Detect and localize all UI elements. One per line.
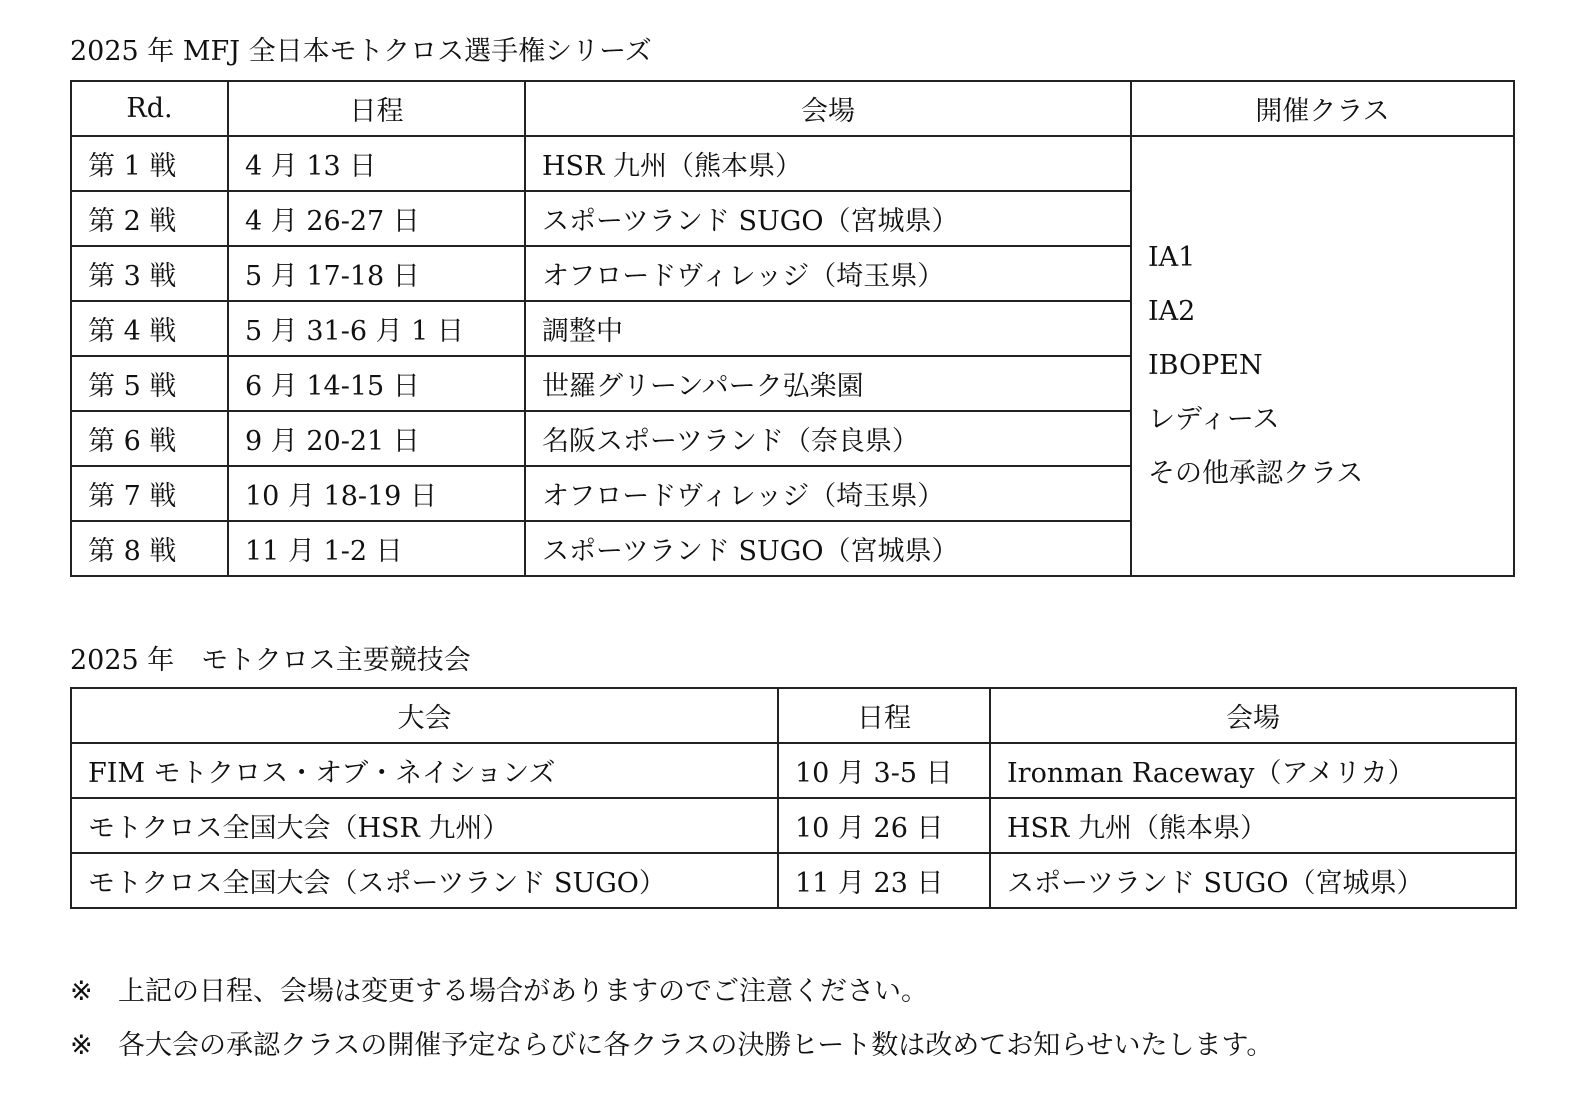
championship-schedule-table xyxy=(70,80,1515,577)
date-cell: 11 月 1-2 日 xyxy=(228,521,525,576)
event-name-cell: FIM モトクロス・オブ・ネイションズ xyxy=(71,743,778,798)
class-item: レディース xyxy=(1148,404,1280,435)
date-cell: 9 月 20-21 日 xyxy=(228,411,525,466)
header-classes: 開催クラス xyxy=(1131,81,1514,136)
event-name-cell: モトクロス全国大会（スポーツランド SUGO） xyxy=(71,853,778,908)
table-header-row xyxy=(71,688,1516,743)
major-events-title: 2025 年 モトクロス主要競技会 xyxy=(70,645,471,676)
round-cell: 第 2 戦 xyxy=(71,191,228,246)
date-cell: 5 月 31-6 月 1 日 xyxy=(228,301,525,356)
venue-cell: スポーツランド SUGO（宮城県） xyxy=(990,853,1516,908)
championship-title: 2025 年 MFJ 全日本モトクロス選手権シリーズ xyxy=(70,36,652,67)
venue-cell: 調整中 xyxy=(525,301,1131,356)
header-venue: 会場 xyxy=(990,688,1516,743)
date-cell: 11 月 23 日 xyxy=(778,853,990,908)
table-row xyxy=(71,136,1514,191)
note-mark: ※ xyxy=(70,976,93,1007)
venue-cell: Ironman Raceway（アメリカ） xyxy=(990,743,1516,798)
round-cell: 第 3 戦 xyxy=(71,246,228,301)
round-cell: 第 6 戦 xyxy=(71,411,228,466)
table-header-row xyxy=(71,81,1514,136)
venue-cell: 名阪スポーツランド（奈良県） xyxy=(525,411,1131,466)
venue-cell: スポーツランド SUGO（宮城県） xyxy=(525,521,1131,576)
header-date: 日程 xyxy=(778,688,990,743)
major-events-table xyxy=(70,687,1517,909)
classes-cell xyxy=(1131,136,1514,576)
note-mark: ※ xyxy=(70,1030,93,1061)
event-name-cell: モトクロス全国大会（HSR 九州） xyxy=(71,798,778,853)
class-item: IA1 xyxy=(1148,242,1196,273)
header-date: 日程 xyxy=(228,81,525,136)
note-text: 上記の日程、会場は変更する場合がありますのでご注意ください。 xyxy=(118,976,928,1007)
venue-cell: 世羅グリーンパーク弘楽園 xyxy=(525,356,1131,411)
round-cell: 第 8 戦 xyxy=(71,521,228,576)
venue-cell: オフロードヴィレッジ（埼玉県） xyxy=(525,246,1131,301)
venue-cell: オフロードヴィレッジ（埼玉県） xyxy=(525,466,1131,521)
table-row xyxy=(71,853,1516,908)
date-cell: 10 月 3-5 日 xyxy=(778,743,990,798)
date-cell: 5 月 17-18 日 xyxy=(228,246,525,301)
header-round: Rd. xyxy=(71,81,228,136)
header-venue: 会場 xyxy=(525,81,1131,136)
date-cell: 4 月 13 日 xyxy=(228,136,525,191)
round-cell: 第 7 戦 xyxy=(71,466,228,521)
venue-cell: HSR 九州（熊本県） xyxy=(525,136,1131,191)
date-cell: 4 月 26-27 日 xyxy=(228,191,525,246)
note xyxy=(70,1028,1273,1064)
class-item: その他承認クラス xyxy=(1148,458,1364,489)
table-row xyxy=(71,743,1516,798)
venue-cell: HSR 九州（熊本県） xyxy=(990,798,1516,853)
class-item: IBOPEN xyxy=(1148,350,1263,381)
date-cell: 6 月 14-15 日 xyxy=(228,356,525,411)
table-row xyxy=(71,798,1516,853)
round-cell: 第 1 戦 xyxy=(71,136,228,191)
round-cell: 第 4 戦 xyxy=(71,301,228,356)
date-cell: 10 月 18-19 日 xyxy=(228,466,525,521)
venue-cell: スポーツランド SUGO（宮城県） xyxy=(525,191,1131,246)
note-text: 各大会の承認クラスの開催予定ならびに各クラスの決勝ヒート数は改めてお知らせいたします。 xyxy=(118,1030,1274,1061)
note xyxy=(70,974,928,1010)
class-item: IA2 xyxy=(1148,296,1196,327)
date-cell: 10 月 26 日 xyxy=(778,798,990,853)
round-cell: 第 5 戦 xyxy=(71,356,228,411)
header-event: 大会 xyxy=(71,688,778,743)
